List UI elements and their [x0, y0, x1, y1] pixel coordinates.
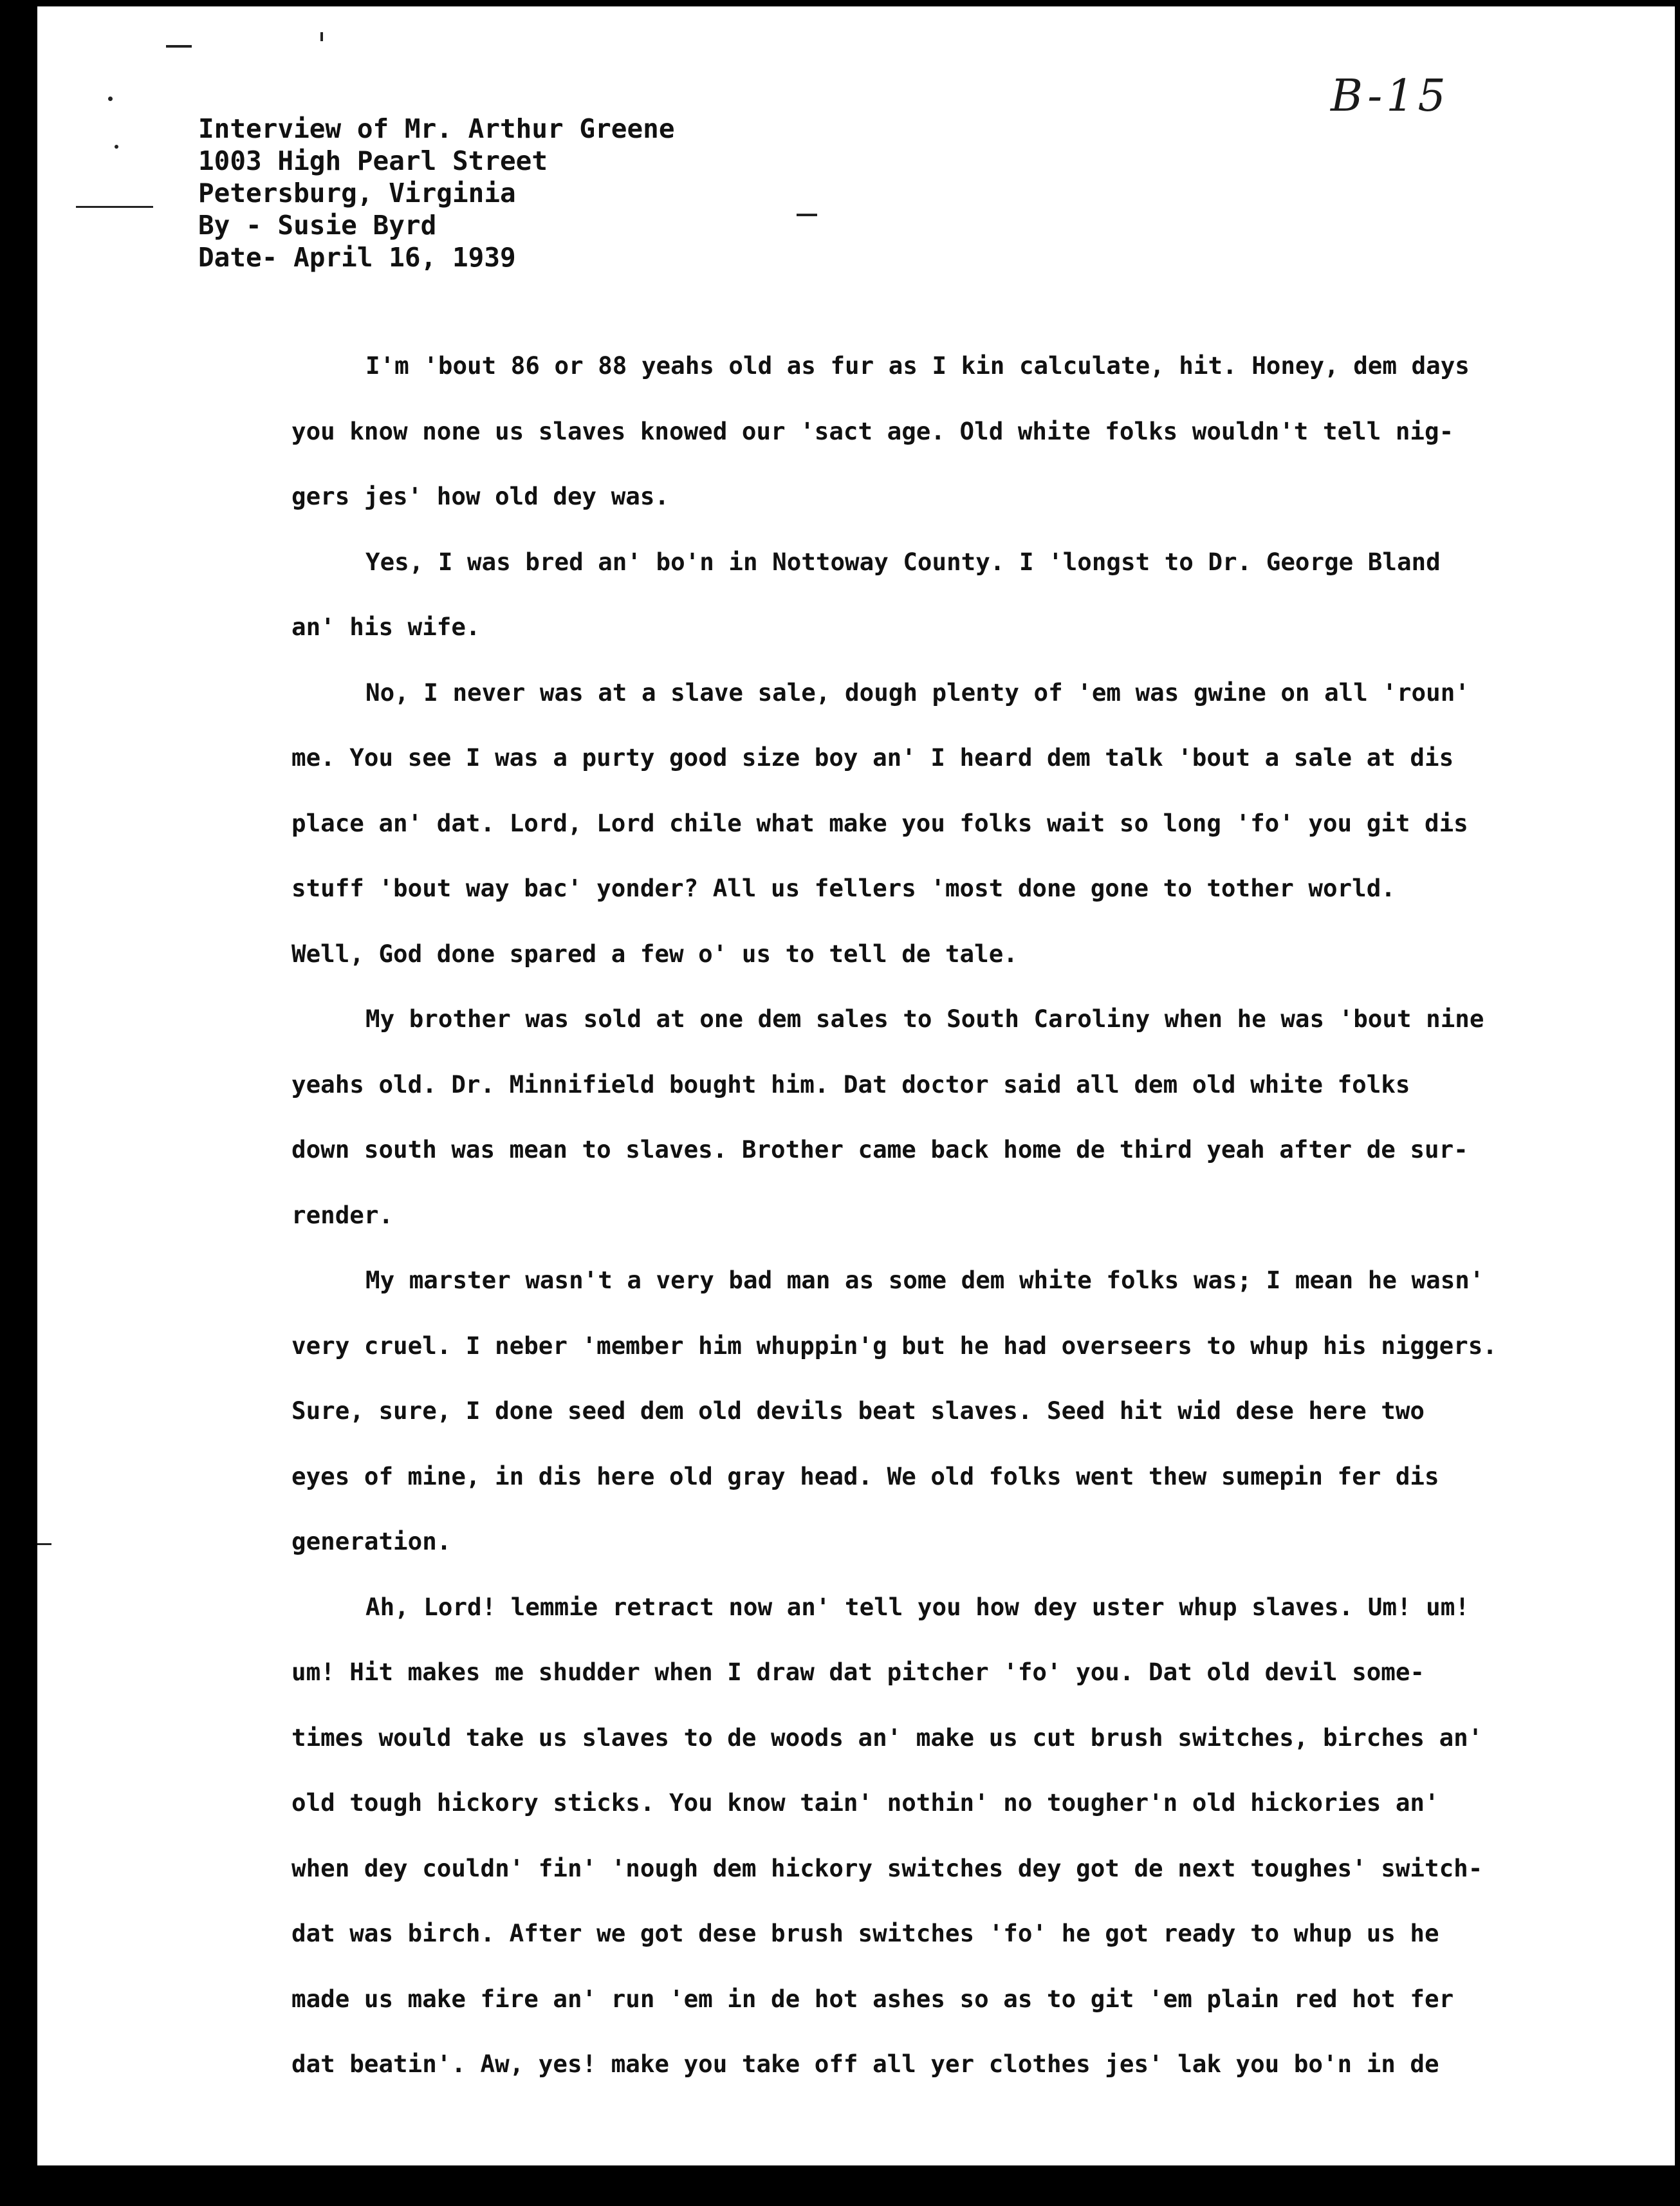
scan-mark [115, 145, 118, 149]
text-line: Sure, sure, I done seed dem old devils beat slaves. Seed hit wid dese here two [291, 1396, 1425, 1425]
text-line: down south was mean to slaves. Brother came back home de third yeah after de sur- [291, 1135, 1468, 1163]
header-city-line: Petersburg, Virginia [198, 178, 516, 209]
document-page [37, 6, 1675, 2165]
text-line: me. You see I was a purty good size boy an' I heard dem talk 'bout a sale at dis [291, 743, 1454, 772]
header-date-line: Date- April 16, 1939 [198, 242, 516, 273]
header-interview-line: Interview of Mr. Arthur Greene [198, 113, 675, 144]
document-header [198, 113, 675, 273]
text-line: eyes of mine, in dis here old gray head. We old folks went thew sumepin fer dis [291, 1461, 1439, 1490]
interview-body [291, 333, 1617, 2097]
text-line: Ah, Lord! lemmie retract now an' tell you how dey uster whup slaves. Um! um! [365, 1592, 1470, 1621]
text-line: I'm 'bout 86 or 88 yeahs old as fur as I kin calculate, hit. Honey, dem days [365, 351, 1470, 380]
text-line: dat beatin'. Aw, yes! make you take off all yer clothes jes' lak you bo'n in de [291, 2050, 1439, 2078]
scan-mark [166, 45, 192, 48]
text-line: dat was birch. After we got dese brush switches 'fo' he got ready to whup us he [291, 1919, 1439, 1947]
text-line: yeahs old. Dr. Minnifield bought him. Dat doctor said all dem old white folks [291, 1070, 1410, 1098]
folio-number: B-15 [1331, 71, 1450, 122]
text-line: render. [291, 1200, 394, 1229]
header-address-line: 1003 High Pearl Street [198, 145, 548, 176]
text-line: times would take us slaves to de woods an' make us cut brush switches, birches an' [291, 1723, 1483, 1752]
scan-mark [320, 32, 323, 41]
scan-mark [797, 214, 817, 216]
header-author-line: By - Susie Byrd [198, 210, 437, 241]
scan-mark [108, 97, 113, 101]
text-line: generation. [291, 1527, 452, 1555]
text-line: My brother was sold at one dem sales to South Caroliny when he was 'bout nine [365, 1005, 1484, 1033]
text-line: place an' dat. Lord, Lord chile what make you folks wait so long 'fo' you git dis [291, 808, 1468, 837]
text-line: um! Hit makes me shudder when I draw dat pitcher 'fo' you. Dat old devil some- [291, 1658, 1425, 1686]
scan-mark [37, 1543, 51, 1545]
text-line: an' his wife. [291, 613, 481, 641]
text-line: old tough hickory sticks. You know tain' nothin' no tougher'n old hickories an' [291, 1788, 1439, 1817]
text-line: made us make fire an' run 'em in de hot ashes so as to git 'em plain red hot fer [291, 1984, 1454, 2013]
text-line: Well, God done spared a few o' us to tell de tale. [291, 939, 1018, 968]
text-line: Yes, I was bred an' bo'n in Nottoway County. I 'longst to Dr. George Bland [365, 547, 1441, 576]
text-line: you know none us slaves knowed our 'sact age. Old white folks wouldn't tell nig- [291, 416, 1454, 445]
text-line: stuff 'bout way bac' yonder? All us fellers 'most done gone to tother world. [291, 874, 1396, 902]
scan-mark [76, 206, 153, 208]
text-line: gers jes' how old dey was. [291, 482, 669, 510]
text-line: My marster wasn't a very bad man as some dem white folks was; I mean he wasn' [365, 1266, 1484, 1294]
text-line: very cruel. I neber 'member him whuppin'g but he had overseers to whup his niggers. [291, 1331, 1497, 1360]
text-line: No, I never was at a slave sale, dough plenty of 'em was gwine on all 'roun' [365, 678, 1470, 707]
text-line: when dey couldn' fin' 'nough dem hickory switches dey got de next toughes' switch- [291, 1853, 1483, 1882]
